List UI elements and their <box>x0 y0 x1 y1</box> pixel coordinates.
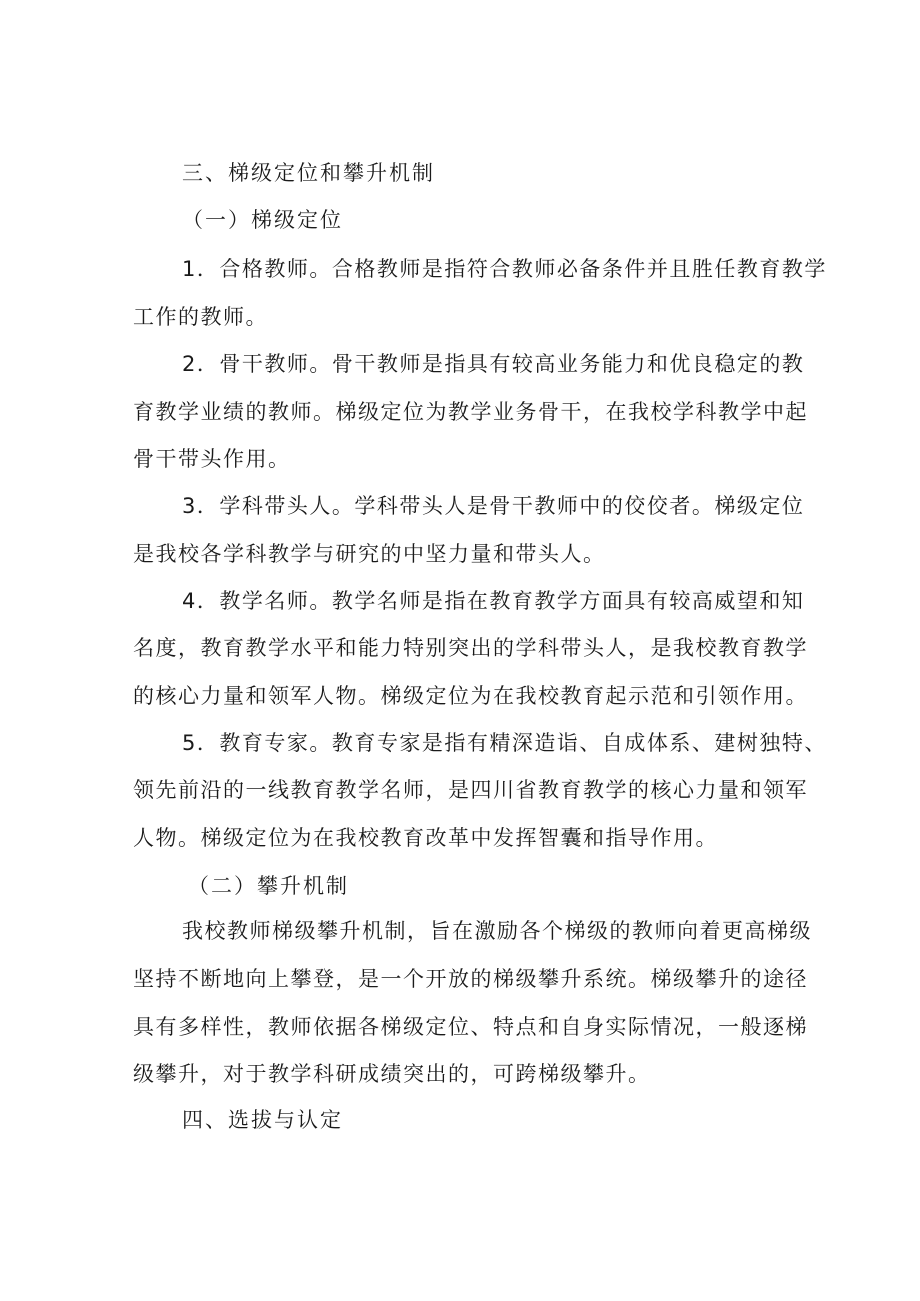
climb-line-3: 具有多样性，教师依据各梯级定位、特点和自身实际情况，一般逐梯 <box>133 1015 808 1039</box>
item-2-line-2: 育教学业绩的教师。梯级定位为教学业务骨干，在我校学科教学中起 <box>133 400 808 424</box>
climb-line-1: 我校教师梯级攀升机制，旨在激励各个梯级的教师向着更高梯级 <box>182 919 812 943</box>
subsection-2-heading: （二）攀升机制 <box>188 874 349 898</box>
section-4-heading: 四、选拔与认定 <box>182 1108 343 1132</box>
item-1-line-2: 工作的教师。 <box>133 305 268 329</box>
section-3-heading: 三、梯级定位和攀升机制 <box>182 161 435 185</box>
item-5-line-2: 领先前沿的一线教育教学名师，是四川省教育教学的核心力量和领军 <box>133 778 808 802</box>
item-5-line-1: 5．教育专家。教育专家是指有精深造诣、自成体系、建树独特、 <box>182 731 827 755</box>
climb-line-4: 级攀升，对于教学科研成绩突出的，可跨梯级攀升。 <box>133 1062 651 1086</box>
item-4-line-1: 4．教学名师。教学名师是指在教育教学方面具有较高威望和知 <box>182 589 805 613</box>
item-2-line-3: 骨干带头作用。 <box>133 447 291 471</box>
item-2-line-1: 2．骨干教师。骨干教师是指具有较高业务能力和优良稳定的教 <box>182 352 805 376</box>
item-3-line-2: 是我校各学科教学与研究的中坚力量和带头人。 <box>133 542 606 566</box>
item-1-line-1: 1．合格教师。合格教师是指符合教师必备条件并且胜任教育教学 <box>182 257 827 281</box>
item-4-line-2: 名度，教育教学水平和能力特别突出的学科带头人，是我校教育教学 <box>133 636 808 660</box>
climb-line-2: 坚持不断地向上攀登，是一个开放的梯级攀升系统。梯级攀升的途径 <box>133 967 808 991</box>
item-4-line-3: 的核心力量和领军人物。梯级定位为在我校教育起示范和引领作用。 <box>133 684 808 708</box>
subsection-1-heading: （一）梯级定位 <box>182 208 343 232</box>
item-5-line-3: 人物。梯级定位为在我校教育改革中发挥智囊和指导作用。 <box>133 826 718 850</box>
item-3-line-1: 3．学科带头人。学科带头人是骨干教师中的佼佼者。梯级定位 <box>182 494 805 518</box>
